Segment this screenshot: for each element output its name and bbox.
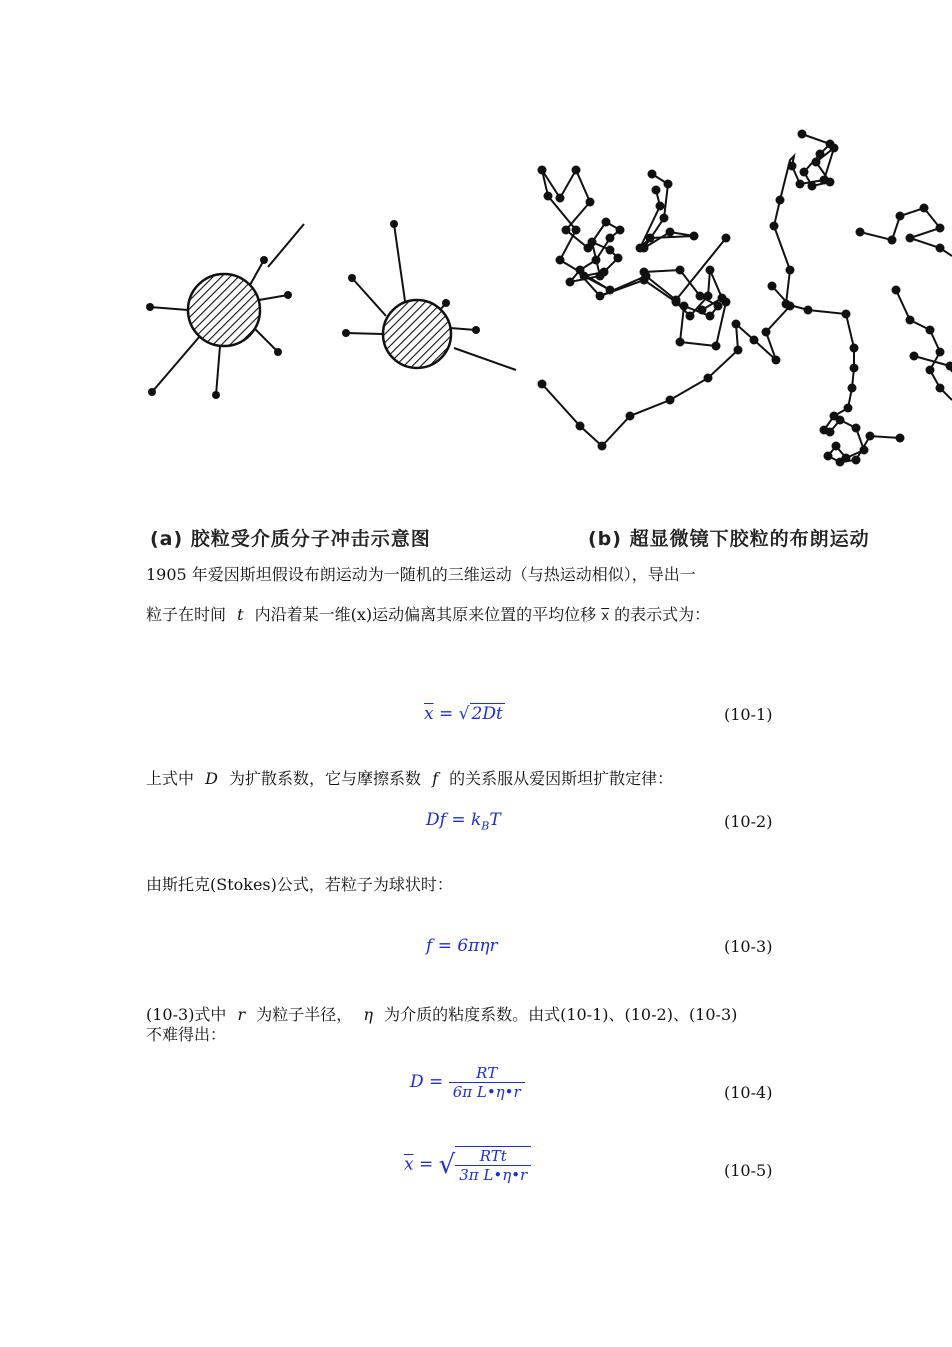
text-segment: 的表示式为： xyxy=(614,605,711,624)
variable-eta: η xyxy=(363,1005,373,1024)
equation-number-10-1: (10-1) xyxy=(724,705,773,724)
fraction xyxy=(455,1146,531,1184)
text-segment: (10-3)式中 xyxy=(146,1005,227,1024)
paragraph-4-line-2: 不难得出： xyxy=(146,1025,227,1044)
equation-number-10-4: (10-4) xyxy=(724,1083,773,1102)
paragraph-3: 由斯托克(Stokes)公式，若粒子为球状时： xyxy=(146,875,453,894)
figure-caption-b: (b) 超显微镜下胶粒的布朗运动 xyxy=(588,528,870,550)
eq-lhs: D xyxy=(410,1072,424,1092)
eq-lhs: $\overline{x}$ xyxy=(424,704,434,724)
eq-k: k xyxy=(470,810,482,830)
variable-r: r xyxy=(237,1005,246,1024)
figure-caption-a: (a) 胶粒受介质分子冲击示意图 xyxy=(150,528,431,550)
paragraph-2 xyxy=(146,770,673,788)
fraction-denominator: 6π L•η•r xyxy=(452,1083,521,1101)
equation-10-1 xyxy=(424,704,505,724)
eq-rhs: 6πηr xyxy=(457,936,498,956)
eq-equals: = xyxy=(439,704,454,724)
eq-lhs: f xyxy=(426,936,433,956)
equation-10-4 xyxy=(410,1064,525,1101)
eq-equals: = xyxy=(437,936,452,956)
paragraph-4-line-1 xyxy=(146,1006,737,1024)
equation-10-5 xyxy=(404,1146,531,1184)
text-segment: 的关系服从爱因斯坦扩散定律： xyxy=(449,769,674,788)
variable-D: D xyxy=(205,769,218,788)
trajectory-points xyxy=(538,130,952,467)
variable-t: t xyxy=(237,605,244,624)
variable-x-bar: $\overline{x}$ xyxy=(601,609,610,624)
eq-equals: = xyxy=(429,1072,444,1092)
paragraph-1-line-2 xyxy=(146,606,710,626)
text-segment: 为粒子半径， xyxy=(256,1005,353,1024)
text-segment: 内沿着某一维(x)运动偏离其原来位置的平均位移 xyxy=(254,605,597,624)
equation-10-2 xyxy=(426,810,501,832)
eq-equals: = xyxy=(419,1154,434,1175)
equation-number-10-5: (10-5) xyxy=(724,1161,773,1180)
fraction-numerator: RTt xyxy=(455,1147,531,1166)
text-segment: 为扩散系数，它与摩擦系数 xyxy=(229,769,422,788)
text-segment: 上式中 xyxy=(146,769,195,788)
fraction-denominator: 3π L•η•r xyxy=(459,1166,528,1184)
equation-number-10-3: (10-3) xyxy=(724,937,773,956)
colloid-particle-right xyxy=(342,220,516,370)
eq-equals: = xyxy=(451,810,466,830)
eq-T: T xyxy=(489,810,501,830)
text-segment: 为介质的粘度系数。由式(10-1)、(10-2)、(10-3) xyxy=(384,1005,738,1024)
fraction xyxy=(449,1064,525,1101)
sqrt-symbol: √ xyxy=(438,1150,456,1180)
equation-number-10-2: (10-2) xyxy=(724,812,773,831)
eq-lhs: $\overline{x}$ xyxy=(404,1154,414,1175)
eq-sub-B: B xyxy=(481,819,490,833)
brownian-figure xyxy=(140,120,952,520)
paragraph-1-line-1: 1905 年爱因斯坦假设布朗运动为一随机的三维运动（与热运动相似），导出一 xyxy=(146,565,696,584)
eq-lhs: Df xyxy=(426,810,446,830)
sqrt-argument: 2Dt xyxy=(471,704,503,724)
sqrt-symbol: √ xyxy=(458,704,470,724)
colloid-particle-left xyxy=(146,224,304,399)
text-segment: 粒子在时间 xyxy=(146,605,227,624)
fraction-numerator: RT xyxy=(449,1064,525,1083)
equation-10-3 xyxy=(426,936,498,956)
variable-f: f xyxy=(432,769,439,788)
